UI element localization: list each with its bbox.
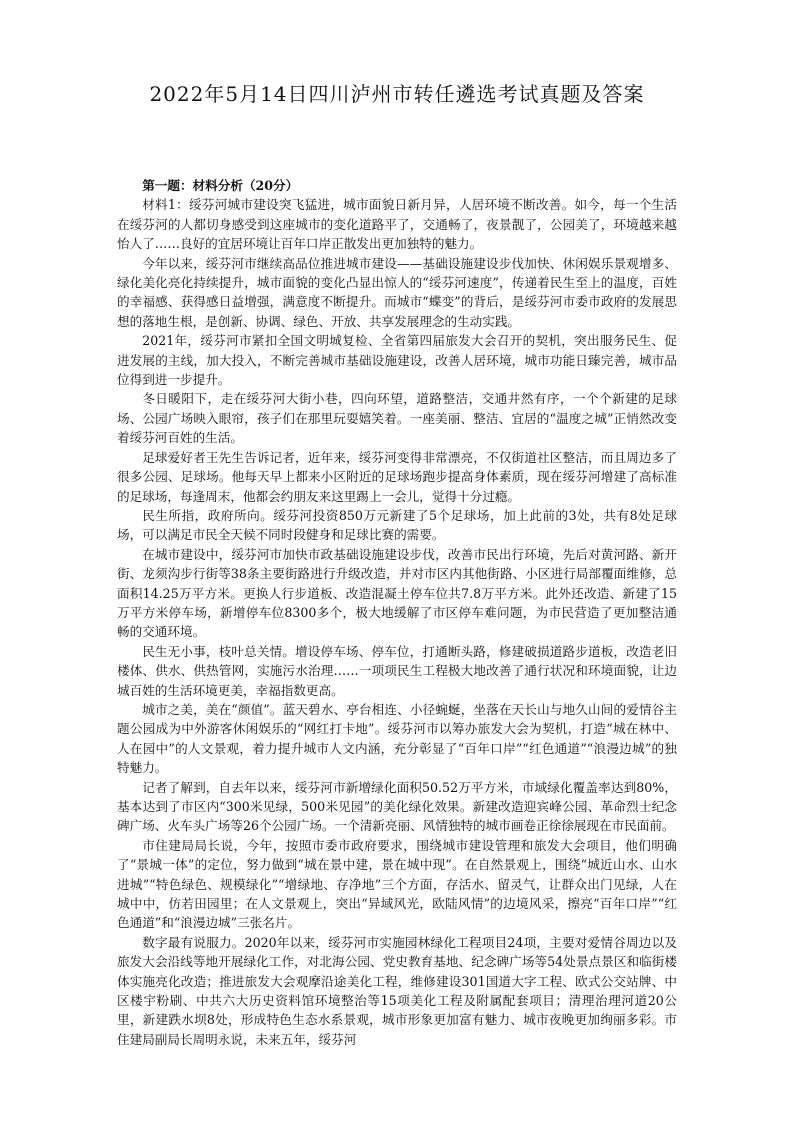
page-title: 2022年5月14日四川泸州市转任遴选考试真题及答案 (149, 82, 645, 106)
section-heading: 第一题：材料分析（20分） (142, 178, 299, 193)
paragraph: 市住建局局长说，今年，按照市委市政府要求，围绕城市建设管理和旅发大会项目，他们明确了“景城一体”的定位，努力做到“城在景中建，景在城中现”。在自然景观上，围绕“城近山水、山水进城”“特色绿色、规模绿化”“增绿地、存净地”三个方面，存活水、留灵气，让群众出门见绿，人在城中中，仿若田园里；在人文景观上，突出“异域风光，欧陆风情”的边境风采，擦亮“百年口岸”“红色通道”和“浪漫边城”三张名片。 (117, 837, 677, 931)
paragraph: 记者了解到，自去年以来，绥芬河市新增绿化面积50.52万平方米，市域绿化覆盖率达到80%，基本达到了市区内“300米见绿，500米见园”的美化绿化效果。新建改造迎宾峰公园、革命烈士纪念碑广场、火车头广场等26个公园广场。一个清新亮丽、风情独特的城市画卷正徐徐展现在市民面前。 (117, 779, 677, 834)
paragraph: 今年以来，绥芬河市继续高品位推进城市建设——基础设施建设步伐加快、休闲娱乐景观增多、绿化美化亮化持续提升，城市面貌的变化凸显出惊人的“绥芬河速度”，传递着民生至上的温度，百姓的幸福感、获得感日益增强，满意度不断提升。而城市“蝶变”的背后，是绥芬河市委市政府的发展思想的落地生根，是创新、协调、绿色、开放、共享发展理念的生动实践。 (117, 255, 677, 329)
document-body (117, 176, 677, 1049)
paragraph: 在城市建设中，绥芬河市加快市政基础设施建设步伐，改善市民出行环境，先后对黄河路、新开街、龙须沟步行街等38条主要街路进行升级改造，并对市区内其他街路、小区进行局部覆面维修，总面积14.25万平方米。更换人行步道板、改造混凝土停车位共7.8万平方米。此外还改造、新建了15万平方米停车场，新增停车位8300多个，极大地缓解了市区停车难问题，为市民营造了更加整洁通畅的交通环境。 (117, 546, 677, 640)
paragraph: 民生所指，政府所向。绥芬河投资850万元新建了5个足球场，加上此前的3处，共有8处足球场，可以满足市民全天候不同时段健身和足球比赛的需要。 (117, 507, 677, 543)
paragraph: 城市之美，美在“颜值”。蓝天碧水、亭台相连、小径蜿蜒，坐落在天长山与地久山间的爱情谷主题公园成为中外游客休闲娱乐的“网红打卡地”。绥芬河市以筹办旅发大会为契机，打造“城在林中、人在园中”的人文景观，着力提升城市人文内涵，充分彰显了“百年口岸”“红色通道”“浪漫边城”的独特魅力。 (117, 701, 677, 776)
paragraph: 足球爱好者王先生告诉记者，近年来，绥芬河变得非常漂亮，不仅街道社区整洁，而且周边多了很多公园、足球场。他每天早上都来小区附近的足球场跑步提高身体素质，现在绥芬河增建了高标准的足球场，每逢周末，他都会约朋友来这里踢上一会儿，觉得十分过瘾。 (117, 449, 677, 504)
paragraph: 冬日暖阳下，走在绥芬河大街小巷，四向环望，道路整洁，交通井然有序，一个个新建的足球场、公园广场映入眼帘，孩子们在那里玩耍嬉笑着。一座美丽、整洁、宜居的“温度之城”正悄然改变着绥芬河百姓的生活。 (117, 391, 677, 446)
paragraph: 2021年，绥芬河市紧扣全国文明城复检、全省第四届旅发大会召开的契机，突出服务民生、促进发展的主线，加大投入，不断完善城市基础设施建设，改善人居环境，城市功能日臻完善，城市品位得到进一步提升。 (117, 333, 677, 388)
paragraph: 民生无小事，枝叶总关情。增设停车场、停车位，打通断头路，修建破损道路步道板，改造老旧楼体、供水、供热管网，实施污水治理……一项项民生工程极大地改善了通行状况和环境面貌，让边城百姓的生活环境更美，幸福指数更高。 (117, 643, 677, 698)
paragraph: 材料1：绥芬河城市建设突飞猛进，城市面貌日新月异，人居环境不断改善。如今，每一个生活在绥芬河的人都切身感受到这座城市的变化道路平了，交通畅了，夜景靓了，公园美了，环境越来越怡人了……良好的宜居环境让百年口岸正散发出更加独特的魅力。 (117, 197, 677, 252)
paragraph: 数字最有说服力。2020年以来，绥芬河市实施园林绿化工程项目24项，主要对爱情谷周边以及旅发大会沿线等地开展绿化工作，对北海公园、党史教育基地、纪念碑广场等54处景点景区和临街楼体实施亮化改造；推进旅发大会观摩沿途美化工程，维修建设301国道大字工程、欧式公交站牌、中区楼宇粉刷、中共六大历史资料馆环境整治等15项美化工程及附属配套项目；清理治理河道20公里，新建跌水坝8处，形成特色生态水系景观，城市形象更加富有魅力、城市夜晚更加绚丽多彩。市住建局副局长周明永说，未来五年，绥芬河 (117, 934, 677, 1047)
